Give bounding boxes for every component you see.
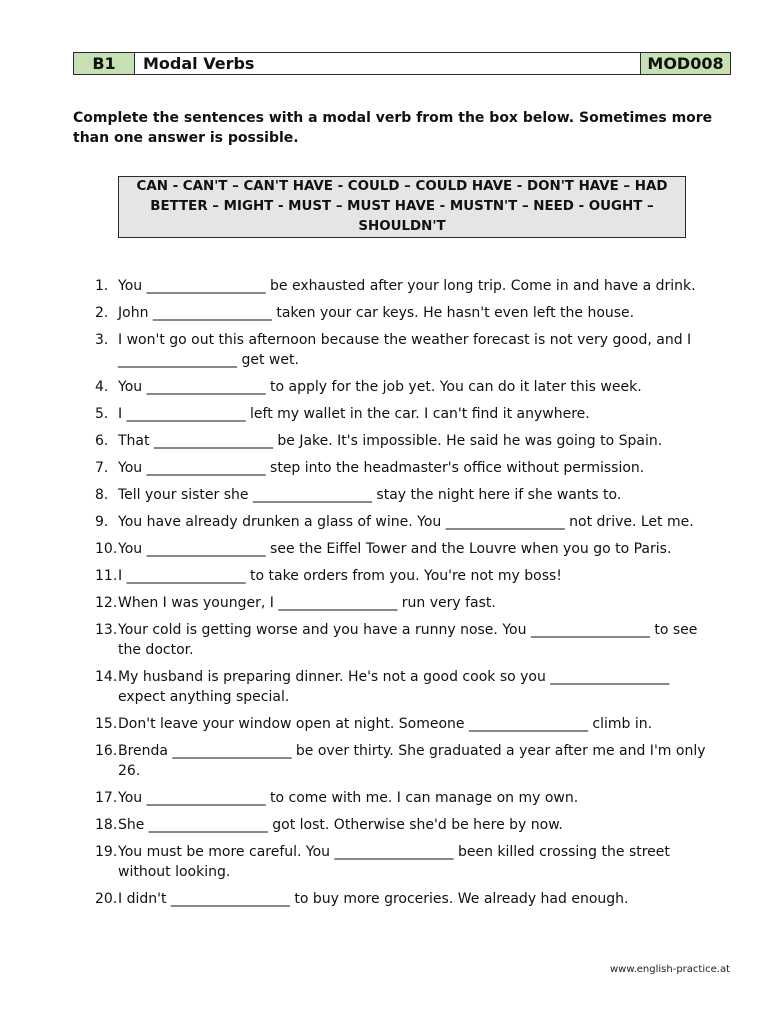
question-text: She _________________ got lost. Otherwise she'd be here by now.	[118, 817, 563, 833]
question-item	[95, 431, 710, 451]
question-number: 14.	[95, 669, 118, 685]
question-number: 8.	[95, 487, 109, 503]
question-item	[95, 485, 710, 505]
question-text: You must be more careful. You _________________ been killed crossing the street without looking.	[118, 844, 670, 880]
question-text: You _________________ to come with me. I can manage on my own.	[118, 790, 579, 806]
question-item	[95, 276, 710, 296]
question-text: Don't leave your window open at night. Someone _________________ climb in.	[118, 716, 653, 732]
question-item	[95, 889, 710, 909]
question-number: 18.	[95, 817, 118, 833]
word-box	[118, 176, 686, 238]
question-number: 7.	[95, 460, 109, 476]
worksheet-header	[73, 52, 731, 75]
question-item	[95, 539, 710, 559]
question-text: Your cold is getting worse and you have a runny nose. You _________________ to see the doctor.	[118, 622, 698, 658]
question-number: 2.	[95, 305, 109, 321]
question-item	[95, 566, 710, 586]
question-text: My husband is preparing dinner. He's not a good cook so you _________________ expect anything special.	[118, 669, 670, 705]
question-text: I didn't _________________ to buy more groceries. We already had enough.	[118, 891, 629, 907]
question-number: 5.	[95, 406, 109, 422]
question-number: 15.	[95, 716, 118, 732]
question-number: 17.	[95, 790, 118, 806]
question-number: 12.	[95, 595, 118, 611]
worksheet-code: MOD008	[641, 53, 730, 74]
question-text: Brenda _________________ be over thirty. She graduated a year after me and I'm only 26.	[118, 743, 706, 779]
worksheet-title: Modal Verbs	[135, 53, 641, 74]
question-number: 4.	[95, 379, 109, 395]
question-number: 16.	[95, 743, 118, 759]
question-number: 20.	[95, 891, 118, 907]
word-box-text: CAN - CAN'T – CAN'T HAVE - COULD – COULD HAVE - DON'T HAVE – HAD BETTER – MIGHT - MUST – MUST HAVE - MUSTN'T – NEED - OUGHT – SHOULDN'T	[136, 179, 668, 234]
question-text: Tell your sister she _________________ stay the night here if she wants to.	[118, 487, 622, 503]
question-list	[95, 276, 710, 916]
question-text: You _________________ step into the headmaster's office without permission.	[118, 460, 645, 476]
instructions: Complete the sentences with a modal verb from the box below. Sometimes more than one answer is possible.	[73, 110, 713, 146]
question-item	[95, 714, 710, 734]
question-text: You have already drunken a glass of wine. You _________________ not drive. Let me.	[118, 514, 694, 530]
question-item	[95, 330, 710, 370]
question-item	[95, 788, 710, 808]
question-text: You _________________ be exhausted after your long trip. Come in and have a drink.	[118, 278, 696, 294]
footer-url: www.english-practice.at	[609, 964, 730, 975]
question-number: 13.	[95, 622, 118, 638]
question-number: 11.	[95, 568, 118, 584]
question-item	[95, 593, 710, 613]
question-item	[95, 303, 710, 323]
question-text: When I was younger, I _________________ run very fast.	[118, 595, 496, 611]
question-text: That _________________ be Jake. It's impossible. He said he was going to Spain.	[118, 433, 663, 449]
question-text: I won't go out this afternoon because the weather forecast is not very good, and I _________________ get wet.	[118, 332, 692, 368]
question-item	[95, 458, 710, 478]
question-number: 1.	[95, 278, 109, 294]
question-text: You _________________ see the Eiffel Tower and the Louvre when you go to Paris.	[118, 541, 672, 557]
question-item	[95, 741, 710, 781]
level-badge: B1	[74, 53, 135, 74]
question-item	[95, 404, 710, 424]
question-number: 19.	[95, 844, 118, 860]
question-item	[95, 815, 710, 835]
question-item	[95, 667, 710, 707]
question-number: 10.	[95, 541, 118, 557]
question-number: 9.	[95, 514, 109, 530]
question-text: John _________________ taken your car keys. He hasn't even left the house.	[118, 305, 635, 321]
question-text: I _________________ to take orders from you. You're not my boss!	[118, 568, 562, 584]
question-number: 3.	[95, 332, 109, 348]
question-item	[95, 377, 710, 397]
question-item	[95, 842, 710, 882]
question-text: I _________________ left my wallet in the car. I can't find it anywhere.	[118, 406, 590, 422]
question-text: You _________________ to apply for the job yet. You can do it later this week.	[118, 379, 642, 395]
question-number: 6.	[95, 433, 109, 449]
question-item	[95, 512, 710, 532]
question-item	[95, 620, 710, 660]
